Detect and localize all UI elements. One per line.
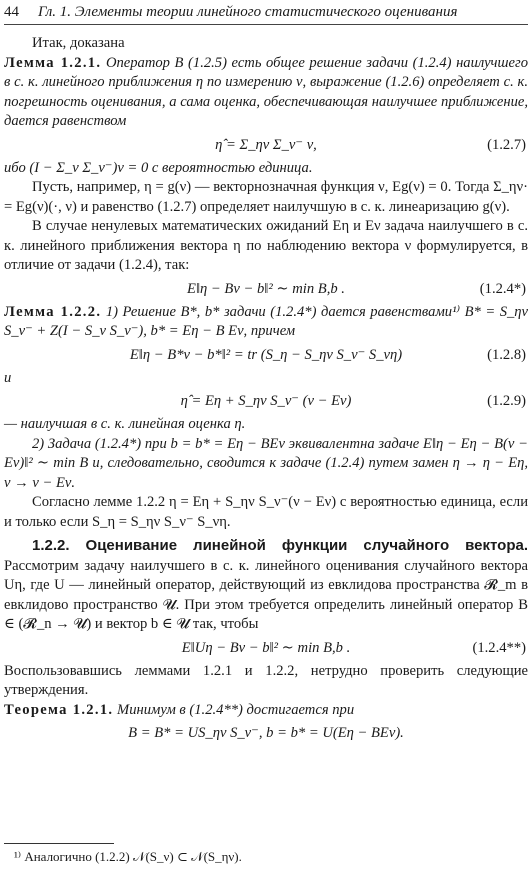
footnote: ¹⁾ Аналогично (1.2.2) 𝒩(S_ν) ⊂ 𝒩(S_ην). bbox=[14, 849, 242, 864]
equation-number: (1.2.4**) bbox=[472, 639, 526, 656]
theorem-text: Минимум в (1.2.4**) достигается при bbox=[117, 701, 355, 718]
equation-number: (1.2.4*) bbox=[479, 280, 526, 297]
theorem-label: Теорема 1.2.1. bbox=[4, 701, 114, 718]
equation-1-2-7 bbox=[4, 132, 528, 159]
lemma-tail: ибо (I − Σ_ν Σ_ν⁻)ν = 0 с вероятностью единица. bbox=[4, 159, 313, 176]
page-body bbox=[4, 34, 528, 747]
section-1-2-2 bbox=[4, 536, 528, 635]
equation-body: η̂ = Σ_ην Σ_ν⁻ ν, bbox=[215, 136, 317, 153]
lemma-part-2: 2) Задача (1.2.4*) при b = b* = Eη − BEν эквивалентна задаче E‖η − Eη − B(ν − Eν)‖² ∼ min B и, следовательно, сводится к задаче (1.2.4) путем замен η → η − Eη, ν → ν − Eν. bbox=[4, 435, 528, 491]
equation-body: E‖η − B*ν − b*‖² = tr (S_η − S_ην S_ν⁻ S_νη) bbox=[129, 346, 403, 363]
equation-body: B = B* = US_ην S_ν⁻, b = b* = U(Eη − BEν). bbox=[128, 725, 404, 741]
equation-body: E‖Uη − Bν − b‖² ∼ min B,b . bbox=[181, 639, 351, 656]
footnote-rule bbox=[4, 843, 114, 844]
equation-theorem bbox=[4, 720, 528, 747]
equation-1-2-4-star bbox=[4, 276, 528, 303]
intro-text: Итак, доказана bbox=[32, 35, 125, 51]
equation-1-2-4-doublestar bbox=[4, 635, 528, 662]
lemma-label: Лемма 1.2.2. bbox=[4, 303, 102, 320]
running-title: Гл. 1. Элементы теории линейного статистического оценивания bbox=[38, 4, 458, 20]
equation-number: (1.2.7) bbox=[487, 136, 526, 153]
lemma-text: 1) Решение B*, b* задачи (1.2.4*) дается равенствами¹⁾ B* = S_ην S_ν⁻ + Z(I − S_ν S_ν⁻), b* = Eη − B Eν, причем bbox=[4, 303, 529, 339]
example-paragraph: Пусть, например, η = g(ν) — векторнозначная функция ν, Eg(ν) = 0. Тогда Σ_ην· = Eg(ν)(·, ν) и равенство (1.2.7) определяет наилучшую в с. к. линеаризацию g(ν). bbox=[4, 179, 528, 215]
equation-number: (1.2.9) bbox=[487, 393, 526, 409]
lemma-1-2-1 bbox=[4, 54, 528, 132]
using-lemmas-paragraph: Воспользовавшись леммами 1.2.1 и 1.2.2, нетрудно проверить следующие утверждения. bbox=[4, 662, 528, 698]
running-header bbox=[4, 2, 528, 25]
theorem-1-2-1 bbox=[4, 701, 528, 721]
best-estimate-line: — наилучшая в с. к. линейная оценка η. bbox=[4, 416, 246, 432]
nonzero-mean-paragraph: В случае ненулевых математических ожиданий Eη и Eν задача наилучшего в с. к. линейного приближения вектора η по наблюдению вектора ν формулируется, в отличие от задачи (1.2.4), так: bbox=[4, 218, 528, 273]
equation-1-2-8 bbox=[4, 342, 528, 369]
equation-body: η̂ = Eη + S_ην S_ν⁻ (ν − Eν) bbox=[180, 393, 352, 409]
lemma-1-2-2 bbox=[4, 303, 528, 342]
agreement-paragraph: Согласно лемме 1.2.2 η = Eη + S_ην S_ν⁻(ν − Eν) с вероятностью единица, если и только если S_η = S_ην S_ν⁻ S_νη. bbox=[4, 494, 528, 530]
lemma-label: Лемма 1.2.1. bbox=[4, 54, 102, 71]
conjunction: и bbox=[4, 369, 12, 386]
section-title: 1.2.2. Оценивание линейной функции случайного вектора. bbox=[32, 537, 528, 554]
section-text: Рассмотрим задачу наилучшего в с. к. линейного оценивания случайного вектора Uη, где U — линейный оператор, действующий из евклидова пространства 𝓡_m в евклидово пространство 𝓤. При этом требуется определить линейный оператор B ∈ (𝓡_n → 𝓤) и вектор b ∈ 𝓤 так, чтобы bbox=[4, 557, 528, 632]
lemma-text: Оператор B (1.2.5) есть общее решение задачи (1.2.4) наилучшего в с. к. линейного приближения η по измерению ν, выражение (1.2.6) определяет с. к. погрешность оценивания, а сама оценка, обеспечивающая наилучшее приближение, дается равенством bbox=[4, 54, 528, 129]
equation-1-2-9 bbox=[4, 388, 528, 415]
equation-number: (1.2.8) bbox=[487, 346, 526, 363]
equation-body: E‖η − Bν − b‖² ∼ min B,b . bbox=[187, 280, 345, 297]
page-number: 44 bbox=[4, 4, 19, 20]
